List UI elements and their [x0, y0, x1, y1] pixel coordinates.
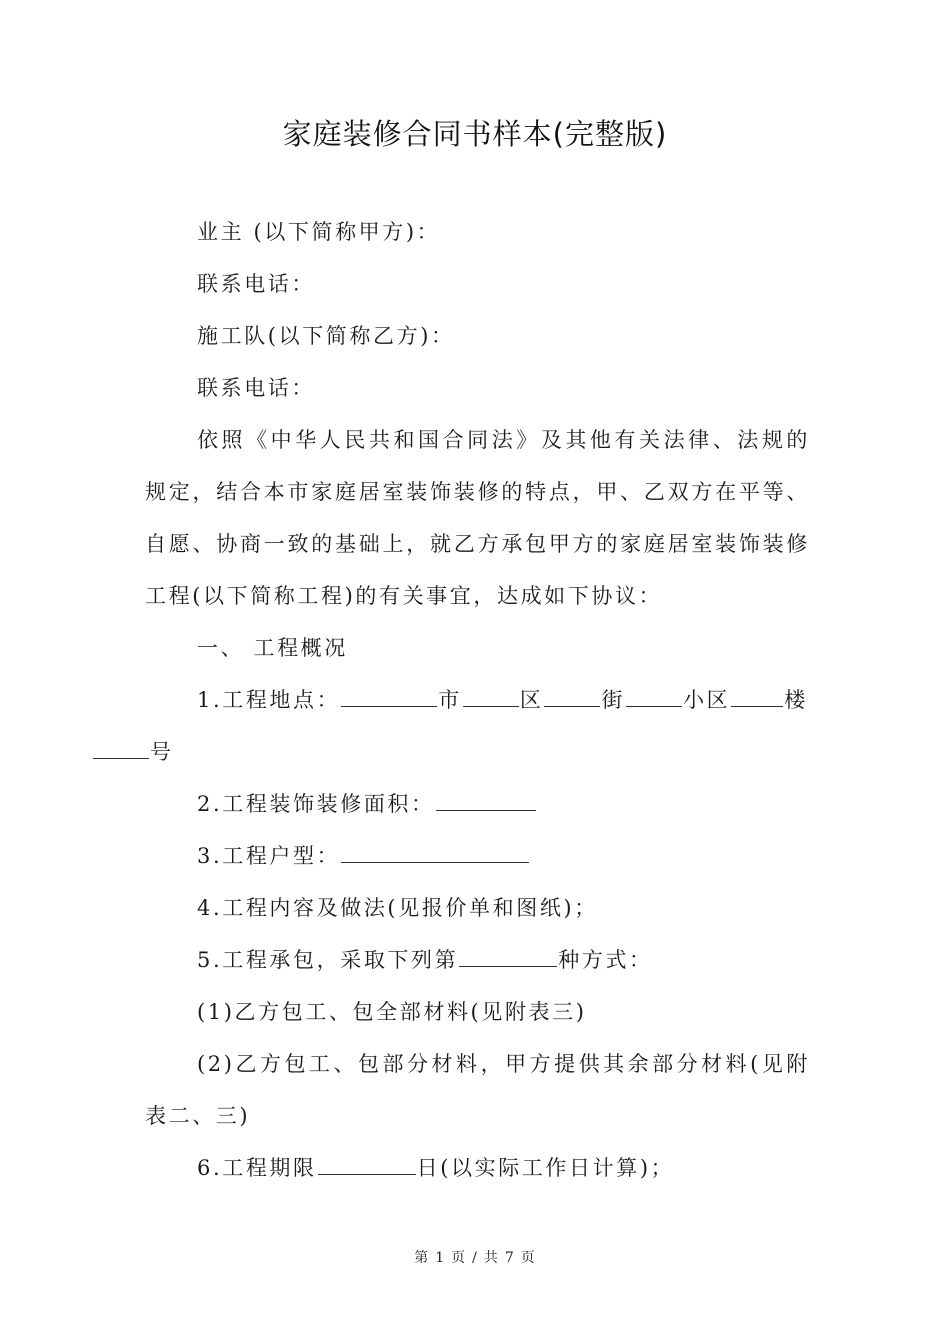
item-area	[145, 778, 810, 830]
item-duration	[145, 1142, 810, 1194]
item-contract-mode-label-a: 5.工程承包，采取下列第	[197, 948, 459, 972]
footer-page-label-b: 页	[451, 1250, 467, 1266]
item-layout	[145, 830, 810, 882]
document-body	[145, 206, 810, 1194]
blank-building	[731, 688, 783, 707]
item-area-label: 2.工程装饰装修面积：	[197, 792, 435, 816]
item-location-label: 1.工程地点：	[197, 688, 341, 712]
blank-street	[544, 688, 600, 707]
footer-page-label-a: 第	[414, 1250, 430, 1266]
blank-city	[341, 688, 437, 707]
footer-total-label-b: 页	[520, 1250, 536, 1266]
footer-total-label-a: 共	[483, 1250, 499, 1266]
footer-separator: /	[472, 1250, 478, 1266]
blank-layout	[341, 844, 529, 863]
item-duration-label-b: 日(以实际工作日计算)；	[416, 1156, 675, 1180]
blank-district	[463, 688, 519, 707]
item-contract-mode	[145, 934, 810, 986]
item-layout-label: 3.工程户型：	[197, 844, 341, 868]
item-contract-mode-label-b: 种方式：	[558, 948, 653, 972]
item-duration-label-a: 6.工程期限	[197, 1156, 317, 1180]
footer-current-page: 1	[435, 1250, 446, 1266]
blank-number	[93, 740, 149, 759]
blank-community	[626, 688, 682, 707]
blank-area	[436, 792, 536, 811]
district-label: 区	[519, 688, 544, 712]
owner-line: 业主 (以下简称甲方)：	[197, 220, 441, 244]
footer-total-pages: 7	[504, 1250, 515, 1266]
preamble-paragraph: 依照《中华人民共和国合同法》及其他有关法律、法规的规定，结合本市家庭居室装饰装修的特点，甲、乙双方在平等、自愿、协商一致的基础上，就乙方承包甲方的家庭居室装饰装修工程(以下简称工程)的有关事宜，达成如下协议：	[145, 428, 810, 608]
item-content: 4.工程内容及做法(见报价单和图纸)；	[197, 896, 598, 920]
blank-duration	[318, 1156, 416, 1175]
item-mode-option-2: (2)乙方包工、包部分材料，甲方提供其余部分材料(见附表二、三)	[145, 1052, 810, 1128]
contractor-phone-line: 联系电话：	[197, 376, 315, 400]
city-label: 市	[438, 688, 462, 712]
building-label: 楼	[784, 688, 808, 712]
document-title: 家庭装修合同书样本(完整版)	[282, 117, 668, 151]
item-location	[145, 674, 810, 778]
street-label: 街	[601, 688, 626, 712]
community-label: 小区	[683, 688, 731, 712]
page-footer	[0, 1247, 950, 1267]
owner-phone-line: 联系电话：	[197, 272, 315, 296]
section-heading-overview: 一、 工程概况	[197, 636, 348, 660]
item-mode-option-1: (1)乙方包工、包全部材料(见附表三)	[197, 1000, 587, 1024]
number-label: 号	[150, 740, 174, 764]
blank-mode	[459, 948, 557, 967]
contractor-line: 施工队(以下简称乙方)：	[197, 324, 455, 348]
